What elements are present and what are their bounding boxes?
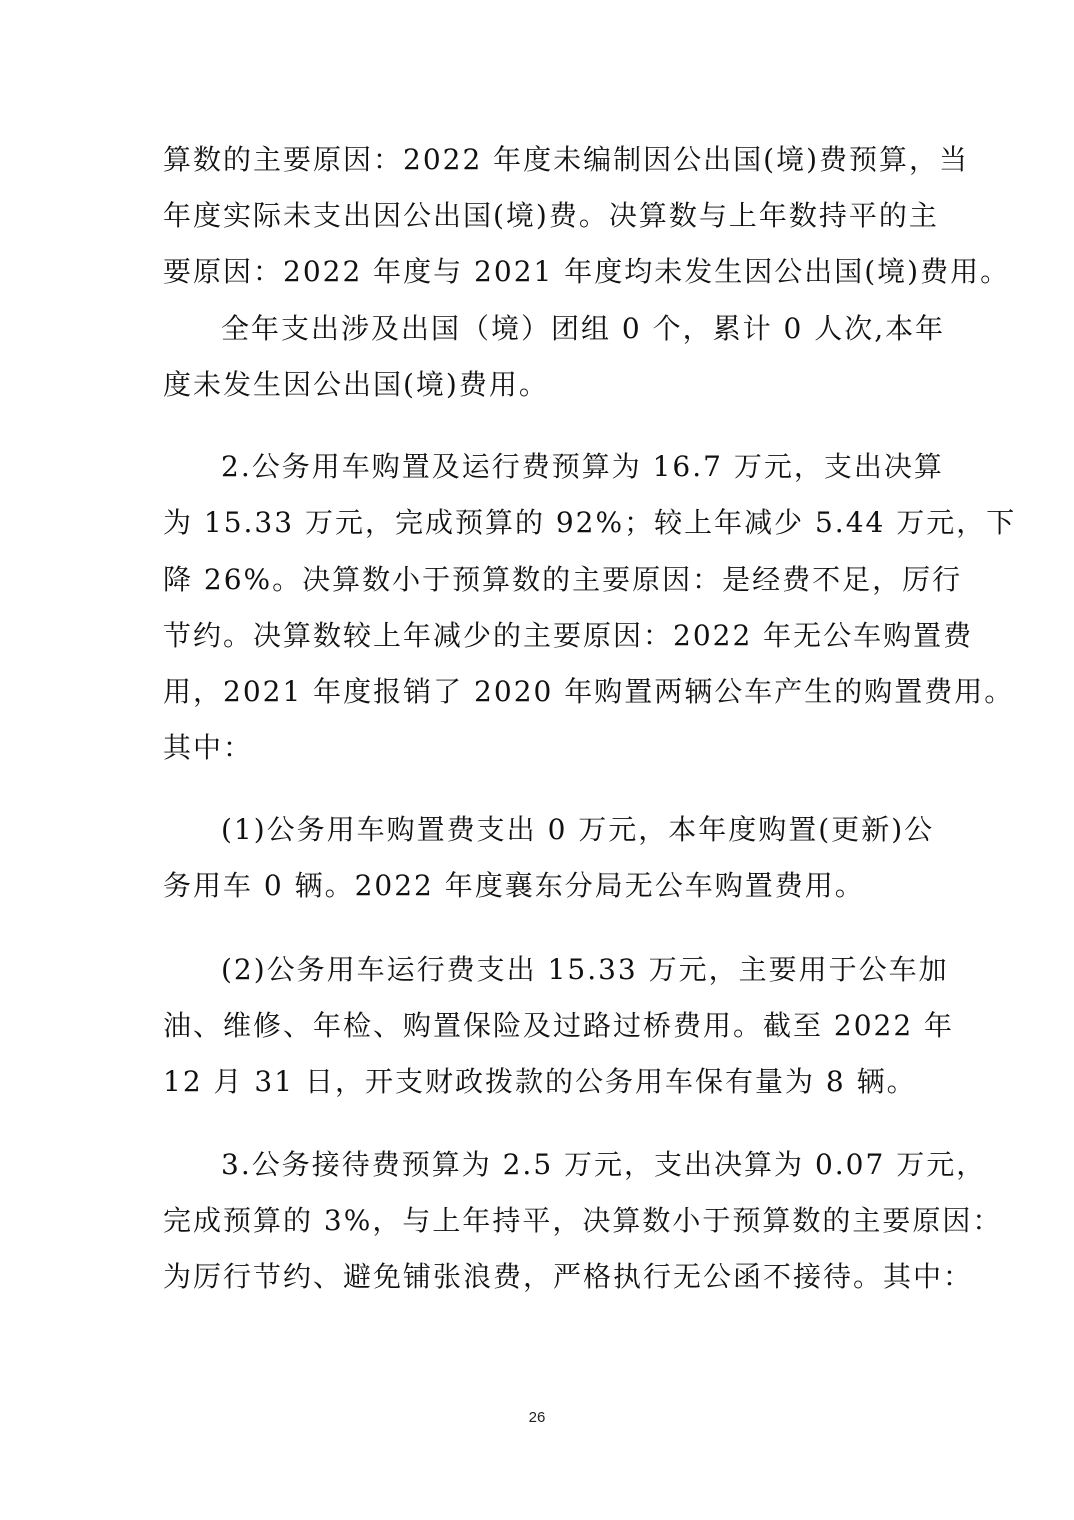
paragraph-line: 为 15.33 万元，完成预算的 92%；较上年减少 5.44 万元，下 [163,506,1017,539]
paragraph-line: 用，2021 年度报销了 2020 年购置两辆公车产生的购置费用。 [163,675,1015,708]
paragraph-line: 度未发生因公出国(境)费用。 [163,368,549,401]
paragraph-line: 12 月 31 日，开支财政拨款的公务用车保有量为 8 辆。 [163,1065,917,1098]
paragraph-line: 完成预算的 3%，与上年持平，决算数小于预算数的主要原因： [163,1204,1003,1237]
paragraph-line: 全年支出涉及出国（境）团组 0 个，累计 0 人次,本年 [221,312,946,345]
paragraph-line: 要原因：2022 年度与 2021 年度均未发生因公出国(境)费用。 [163,255,1011,288]
paragraph-line: 年度实际未支出因公出国(境)费。决算数与上年数持平的主 [163,199,939,232]
paragraph-line: 为厉行节约、避免铺张浪费，严格执行无公函不接待。其中： [163,1260,974,1293]
paragraph-line: 务用车 0 辆。2022 年度襄东分局无公车购置费用。 [163,869,865,902]
paragraph-line: 降 26%。决算数小于预算数的主要原因：是经费不足，厉行 [163,563,963,596]
page-number: 26 [528,1409,546,1426]
paragraph-line: 节约。决算数较上年减少的主要原因：2022 年无公车购置费 [163,619,974,652]
paragraph-line: 油、维修、年检、购置保险及过路过桥费用。截至 2022 年 [163,1009,955,1042]
paragraph-line: 其中： [163,731,254,764]
paragraph-line: (2)公务用车运行费支出 15.33 万元，主要用于公车加 [221,953,949,986]
paragraph-line: 算数的主要原因：2022 年度未编制因公出国(境)费预算，当 [163,143,970,176]
paragraph-line: (1)公务用车购置费支出 0 万元，本年度购置(更新)公 [221,813,935,846]
paragraph-line: 2.公务用车购置及运行费预算为 16.7 万元，支出决算 [221,450,944,483]
paragraph-line: 3.公务接待费预算为 2.5 万元，支出决算为 0.07 万元， [221,1148,987,1181]
